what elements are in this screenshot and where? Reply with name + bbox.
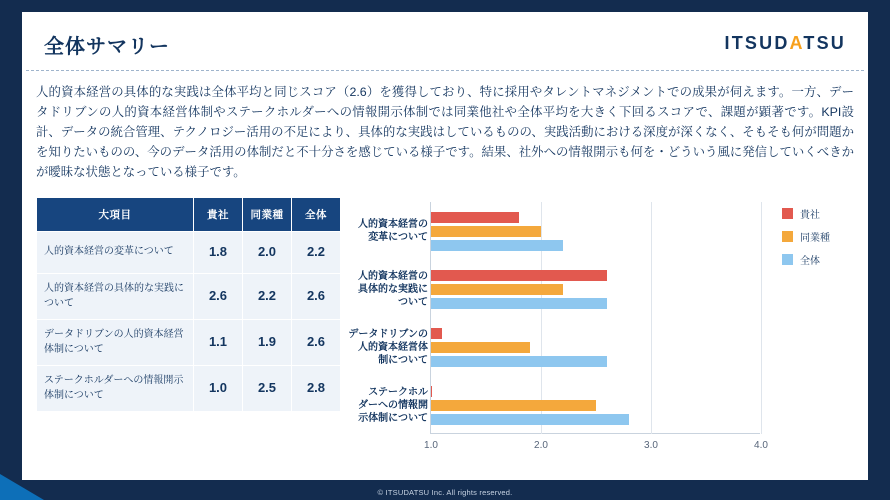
chart-legend-swatch [782, 231, 793, 242]
table-cell-score: 1.1 [194, 320, 243, 366]
decorative-top-bar [0, 0, 890, 12]
table-cell-score: 2.8 [292, 366, 341, 412]
bar-chart [322, 196, 856, 458]
table-cell-category: 人的資本経営の変革について [37, 232, 194, 274]
table-cell-score: 2.2 [292, 232, 341, 274]
table-header-row [37, 198, 341, 232]
chart-legend [782, 206, 856, 275]
chart-legend-label: 全体 [800, 256, 820, 267]
chart-category-group [358, 260, 760, 318]
chart-legend-label: 同業種 [800, 233, 830, 244]
table-cell-score: 1.9 [243, 320, 292, 366]
chart-bar [431, 240, 563, 251]
chart-plot-area [348, 202, 768, 451]
chart-bar [431, 328, 442, 339]
table-row [37, 320, 341, 366]
brand-logo [725, 33, 846, 54]
chart-bar [431, 298, 607, 309]
chart-x-tick-label: 2.0 [534, 440, 548, 451]
table-row [37, 274, 341, 320]
score-table-body [37, 232, 341, 412]
chart-legend-item [782, 252, 856, 267]
chart-category-label: 人的資本経営の 具体的な実践に ついて [358, 270, 428, 308]
chart-bar [431, 356, 607, 367]
chart-x-tick-label: 4.0 [754, 440, 768, 451]
table-cell-score: 2.2 [243, 274, 292, 320]
summary-paragraph: 人的資本経営の具体的な実践は全体平均と同じスコア（2.6）を獲得しており、特に採用やタレントマネジメントでの成果が伺えます。一方、データドリブンの人的資本経営体制やステークホルダーへの情報開示体制では同業他社や全体平均を大きく下回るスコアで、課題が顕著です。KPI設計、データの統合管理、テクノロジー活用の不足により、具体的な実践はしているものの、実践活動における深度が深くなく、そもそも何が問題かを知りたいものの、今のデータ活用の体制だと不十分さを感じている様子です。結果、社外への情報開示も何を・どういう風に発信していくべきかが曖昧な状態となっている様子です。 [36, 85, 854, 180]
chart-x-tick-label: 3.0 [644, 440, 658, 451]
chart-bar [431, 284, 563, 295]
table-cell-score: 2.0 [243, 232, 292, 274]
chart-bar [431, 414, 629, 425]
chart-legend-swatch [782, 254, 793, 265]
table-cell-score: 2.6 [292, 274, 341, 320]
score-table [36, 197, 341, 412]
table-cell-score: 2.6 [292, 320, 341, 366]
table-cell-score: 1.0 [194, 366, 243, 412]
chart-bar [431, 342, 530, 353]
table-cell-category: 人的資本経営の具体的な実践について [37, 274, 194, 320]
chart-category-group [358, 376, 760, 434]
chart-bar [431, 386, 432, 397]
table-header-industry: 同業種 [243, 198, 292, 232]
chart-category-group [348, 318, 760, 376]
table-row [37, 366, 341, 412]
table-cell-score: 2.6 [194, 274, 243, 320]
chart-bar [431, 212, 519, 223]
table-cell-score: 1.8 [194, 232, 243, 274]
title-divider [26, 70, 864, 71]
table-row [37, 232, 341, 274]
chart-legend-swatch [782, 208, 793, 219]
brand-logo-accent: A [789, 33, 804, 53]
table-cell-category: ステークホルダーへの情報開示体制について [37, 366, 194, 412]
chart-bar [431, 226, 541, 237]
chart-legend-item [782, 229, 856, 244]
chart-gridline [761, 202, 762, 434]
table-cell-score: 2.5 [243, 366, 292, 412]
page-title: 全体サマリー [44, 36, 170, 58]
table-header-category: 大項目 [37, 198, 194, 232]
chart-bar [431, 400, 596, 411]
chart-category-label: データドリブンの 人的資本経営体 制について [348, 328, 428, 366]
chart-category-label: 人的資本経営の 変革について [358, 219, 428, 243]
table-header-overall: 全体 [292, 198, 341, 232]
table-header-yours: 貴社 [194, 198, 243, 232]
decorative-right-bar [868, 0, 890, 500]
chart-bar [431, 270, 607, 281]
chart-legend-item [782, 206, 856, 221]
chart-x-tick-label: 1.0 [424, 440, 438, 451]
decorative-left-bar [0, 0, 22, 500]
chart-category-label: ステークホル ダーへの情報開 示体制について [358, 386, 428, 424]
brand-logo-main: ITSUD [724, 33, 790, 53]
table-cell-category: データドリブンの人的資本経営体制について [37, 320, 194, 366]
score-table-head [37, 198, 341, 232]
brand-logo-tail: TSU [803, 33, 846, 53]
score-table-wrapper [36, 197, 327, 412]
footer-copyright: © ITSUDATSU Inc. All rights reserved. [377, 488, 513, 497]
chart-category-group [358, 202, 760, 260]
chart-legend-label: 貴社 [800, 210, 820, 221]
